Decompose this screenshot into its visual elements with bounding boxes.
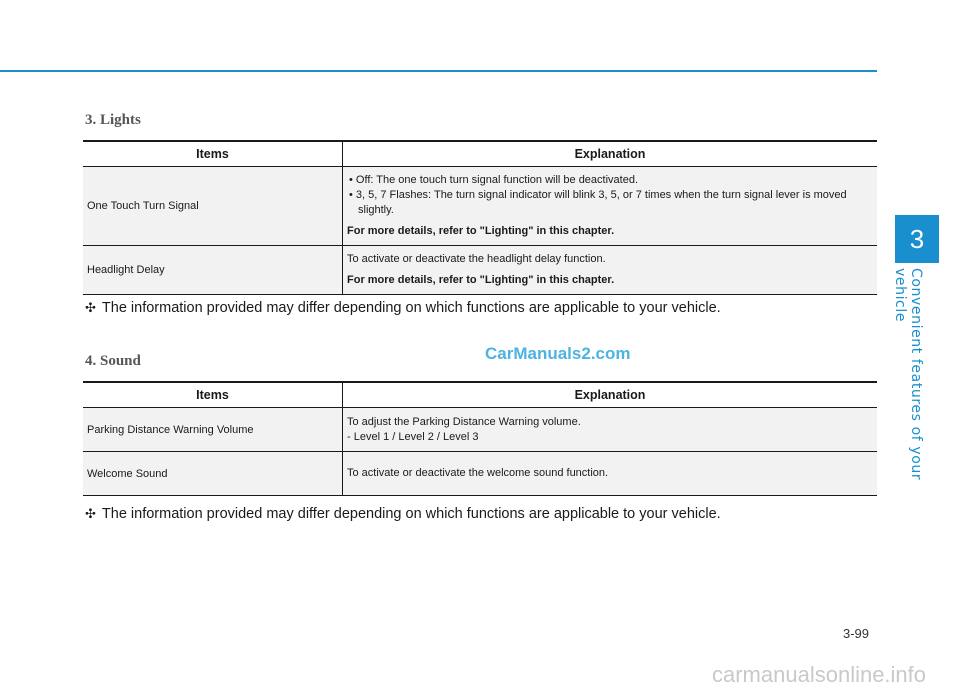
detail-reference: For more details, refer to "Lighting" in this chapter. xyxy=(347,225,615,237)
table-row xyxy=(83,408,877,452)
explanation-cell xyxy=(343,246,878,295)
watermark: CarManuals2.com xyxy=(485,344,631,363)
note-symbol-icon: ✣ xyxy=(85,506,96,521)
col-header-items: Items xyxy=(83,382,343,408)
chapter-tab: 3 xyxy=(895,215,939,263)
table-row xyxy=(83,167,877,246)
note-text: The information provided may differ depending on which functions are applicable to your vehicle. xyxy=(101,300,721,316)
explanation-cell xyxy=(343,452,878,496)
section-title-sound: 4. Sound xyxy=(85,353,141,369)
section-title-lights: 3. Lights xyxy=(85,112,141,128)
sound-note xyxy=(85,506,721,522)
col-header-items: Items xyxy=(83,141,343,167)
lights-note xyxy=(85,300,721,316)
item-cell: Welcome Sound xyxy=(83,452,343,496)
table-row xyxy=(83,452,877,496)
item-cell: One Touch Turn Signal xyxy=(83,167,343,246)
table-row xyxy=(83,246,877,295)
col-header-explanation: Explanation xyxy=(343,382,878,408)
col-header-explanation: Explanation xyxy=(343,141,878,167)
bullet-text: • 3, 5, 7 Flashes: The turn signal indicator will blink 3, 5, or 7 times when the turn signal lever is moved slightly. xyxy=(349,189,847,216)
footer-watermark: carmanualsonline.info xyxy=(712,662,927,687)
note-text: The information provided may differ depending on which functions are applicable to your vehicle. xyxy=(101,506,721,522)
sound-table xyxy=(83,381,877,496)
explanation-cell xyxy=(343,167,878,246)
item-cell: Headlight Delay xyxy=(83,246,343,295)
explanation-text: To activate or deactivate the headlight delay function. xyxy=(347,253,606,265)
explanation-text: To activate or deactivate the welcome sound function. xyxy=(347,467,609,479)
page-number: 3-99 xyxy=(843,626,870,641)
explanation-text: - Level 1 / Level 2 / Level 3 xyxy=(347,430,479,443)
note-symbol-icon: ✣ xyxy=(85,300,96,315)
bullet-text: • Off: The one touch turn signal function will be deactivated. xyxy=(349,174,639,186)
explanation-cell xyxy=(343,408,878,452)
header-rule xyxy=(0,70,877,72)
detail-reference: For more details, refer to "Lighting" in this chapter. xyxy=(347,274,615,286)
lights-table xyxy=(83,140,877,295)
chapter-title: Convenient features of your vehicle xyxy=(892,268,924,481)
item-cell: Parking Distance Warning Volume xyxy=(83,408,343,452)
explanation-text: To adjust the Parking Distance Warning volume. xyxy=(347,415,581,428)
